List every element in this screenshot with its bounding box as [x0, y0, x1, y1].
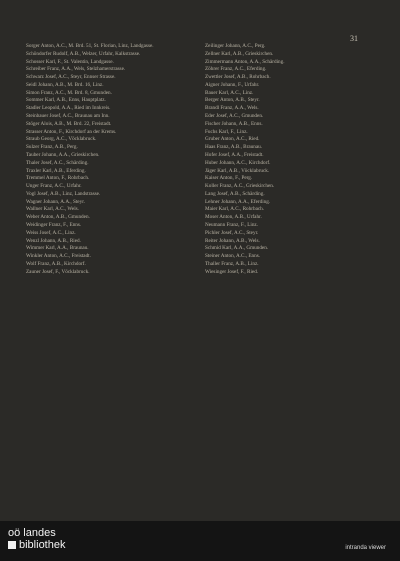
directory-entry: Steinbauer Josef, A.C., Braunau am Inn.: [26, 113, 110, 120]
directory-entry: Sommer Karl, A.B., Enns, Hauptplatz.: [26, 97, 106, 104]
logo-line-2: bibliothek: [19, 539, 66, 551]
directory-entry: Huber Johann, A.C., Kirchdorf.: [205, 159, 271, 166]
directory-entry: Traxler Karl, A.B., Eferding.: [26, 167, 86, 174]
directory-entry: Fischer Johann, A.B., Enns.: [205, 120, 263, 127]
directory-entry: Zauner Josef, F., Vöcklabruck.: [26, 268, 90, 275]
directory-entry: Schwarz Josef, A.C., Steyr, Ennser Strasse.: [26, 74, 116, 81]
directory-entry: Sulzer Franz, A.B., Perg.: [26, 144, 78, 151]
directory-entry: Zwettler Josef, A.B., Rohrbach.: [205, 74, 271, 81]
directory-entry: Koller Franz, A.C., Grieskirchen.: [205, 183, 275, 190]
directory-entry: Weidinger Franz, F., Enns.: [26, 221, 82, 228]
directory-entry: Stöger Alois, A.B., M. Brd. 22, Freistadt.: [26, 120, 112, 127]
directory-entry: Moser Anton, A.B., Urfahr.: [205, 214, 262, 221]
directory-entry: Zeilinger Johann, A.C., Perg.: [205, 43, 266, 49]
directory-entry: Weiss Josef, A.C., Linz.: [26, 229, 76, 236]
viewer-label[interactable]: intranda viewer: [345, 545, 386, 551]
directory-entry: Gruber Anton, A.C., Ried.: [205, 136, 260, 143]
directory-entry: Winkler Anton, A.C., Freistadt.: [26, 253, 91, 260]
left-column: [26, 43, 192, 509]
directory-entry: Wagner Johann, A.A., Steyr.: [26, 198, 85, 205]
directory-entry: Zimmermann Anton, A.A., Schärding.: [205, 58, 285, 65]
directory-entry: Tauber Johann, A.A., Grieskirchen.: [26, 151, 100, 158]
directory-entry: Neumann Franz, F., Linz.: [205, 221, 259, 228]
directory-entry: Wiesinger Josef, F., Ried.: [205, 268, 259, 275]
directory-entry: Hofer Josef, A.A., Freistadt.: [205, 151, 264, 158]
directory-entry: Haas Franz, A.B., Braunau.: [205, 144, 263, 151]
right-column: [205, 43, 371, 509]
directory-entry: Wolf Franz, A.B., Kirchdorf.: [26, 260, 86, 267]
directory-entry: Seidl Johann, A.B., M. Brd. 16, Linz.: [26, 81, 104, 88]
directory-entry: Wenzl Johann, A.B., Ried.: [26, 237, 81, 244]
directory-entry: Aigner Johann, F., Urfahr.: [205, 81, 260, 88]
directory-entry: Jäger Karl, A.B., Vöcklabruck.: [205, 167, 270, 174]
directory-entry: Thaller Franz, A.B., Linz.: [205, 260, 259, 267]
directory-entry: Schreiber Franz, A.A., Wels, Stelzhamerstrasse.: [26, 66, 126, 73]
directory-entry: Wimmer Karl, A.A., Braunau.: [26, 245, 89, 252]
directory-entry: Zellner Karl, A.B., Grieskirchen.: [205, 50, 274, 57]
directory-entry: Pichler Josef, A.C., Steyr.: [205, 229, 259, 236]
directory-entry: Berger Anton, A.B., Steyr.: [205, 97, 260, 104]
directory-entry: Eder Josef, A.C., Gmunden.: [205, 113, 264, 120]
logo-line-1: oö landes: [8, 527, 56, 539]
directory-entry: Zöhrer Franz, A.C., Eferding.: [205, 66, 267, 73]
page-number: 31: [350, 34, 358, 43]
directory-entry: Vogl Josef, A.B., Linz, Landstrasse.: [26, 190, 101, 197]
viewer-footer: [0, 521, 400, 561]
directory-entry: Strasser Anton, F., Kirchdorf an der Krems.: [26, 128, 117, 135]
directory-entry: Stadler Leopold, A.A., Ried im Innkreis.: [26, 105, 111, 112]
directory-entry: Straub Georg, A.C., Vöcklabruck.: [26, 136, 97, 143]
directory-entry: Schmid Karl, A.A., Gmunden.: [205, 245, 269, 252]
directory-entry: Tremmel Anton, F., Rohrbach.: [26, 175, 90, 182]
directory-entry: Maier Karl, A.C., Rohrbach.: [205, 206, 265, 213]
directory-entry: Wallner Karl, A.C., Wels.: [26, 206, 79, 213]
directory-entry: Simon Franz, A.C., M. Brd. 8, Gmunden.: [26, 89, 112, 96]
directory-entry: Unger Franz, A.C., Urfahr.: [26, 183, 82, 190]
directory-entry: Thaler Josef, A.C., Schärding.: [26, 159, 89, 166]
directory-entry: Kaiser Anton, F., Perg.: [205, 175, 253, 182]
directory-entry: Sorger Anton, A.C., M. Brd. 51, St. Florian, Linz, Landgasse.: [26, 43, 154, 49]
directory-entry: Weber Anton, A.B., Gmunden.: [26, 214, 90, 221]
library-logo[interactable]: [8, 527, 65, 551]
directory-entry: Lehner Johann, A.A., Eferding.: [205, 198, 271, 205]
directory-entry: Schosser Karl, F., St. Valentin, Landgasse.: [26, 58, 114, 65]
directory-entry: Schöndorfer Rudolf, A.B., Welzer, Urfahr, Kalkstrasse.: [26, 50, 141, 57]
directory-entry: Steiner Anton, A.C., Enns.: [205, 253, 261, 260]
directory-entry: Brandl Franz, A.A., Wels.: [205, 105, 259, 112]
directory-entry: Bauer Karl, A.C., Linz.: [205, 89, 254, 96]
directory-entry: Lang Josef, A.B., Schärding.: [205, 190, 265, 197]
directory-entry: Fuchs Karl, F., Linz.: [205, 128, 248, 135]
directory-entry: Reiter Johann, A.B., Wels.: [205, 237, 260, 244]
logo-mark-icon: [8, 541, 16, 549]
